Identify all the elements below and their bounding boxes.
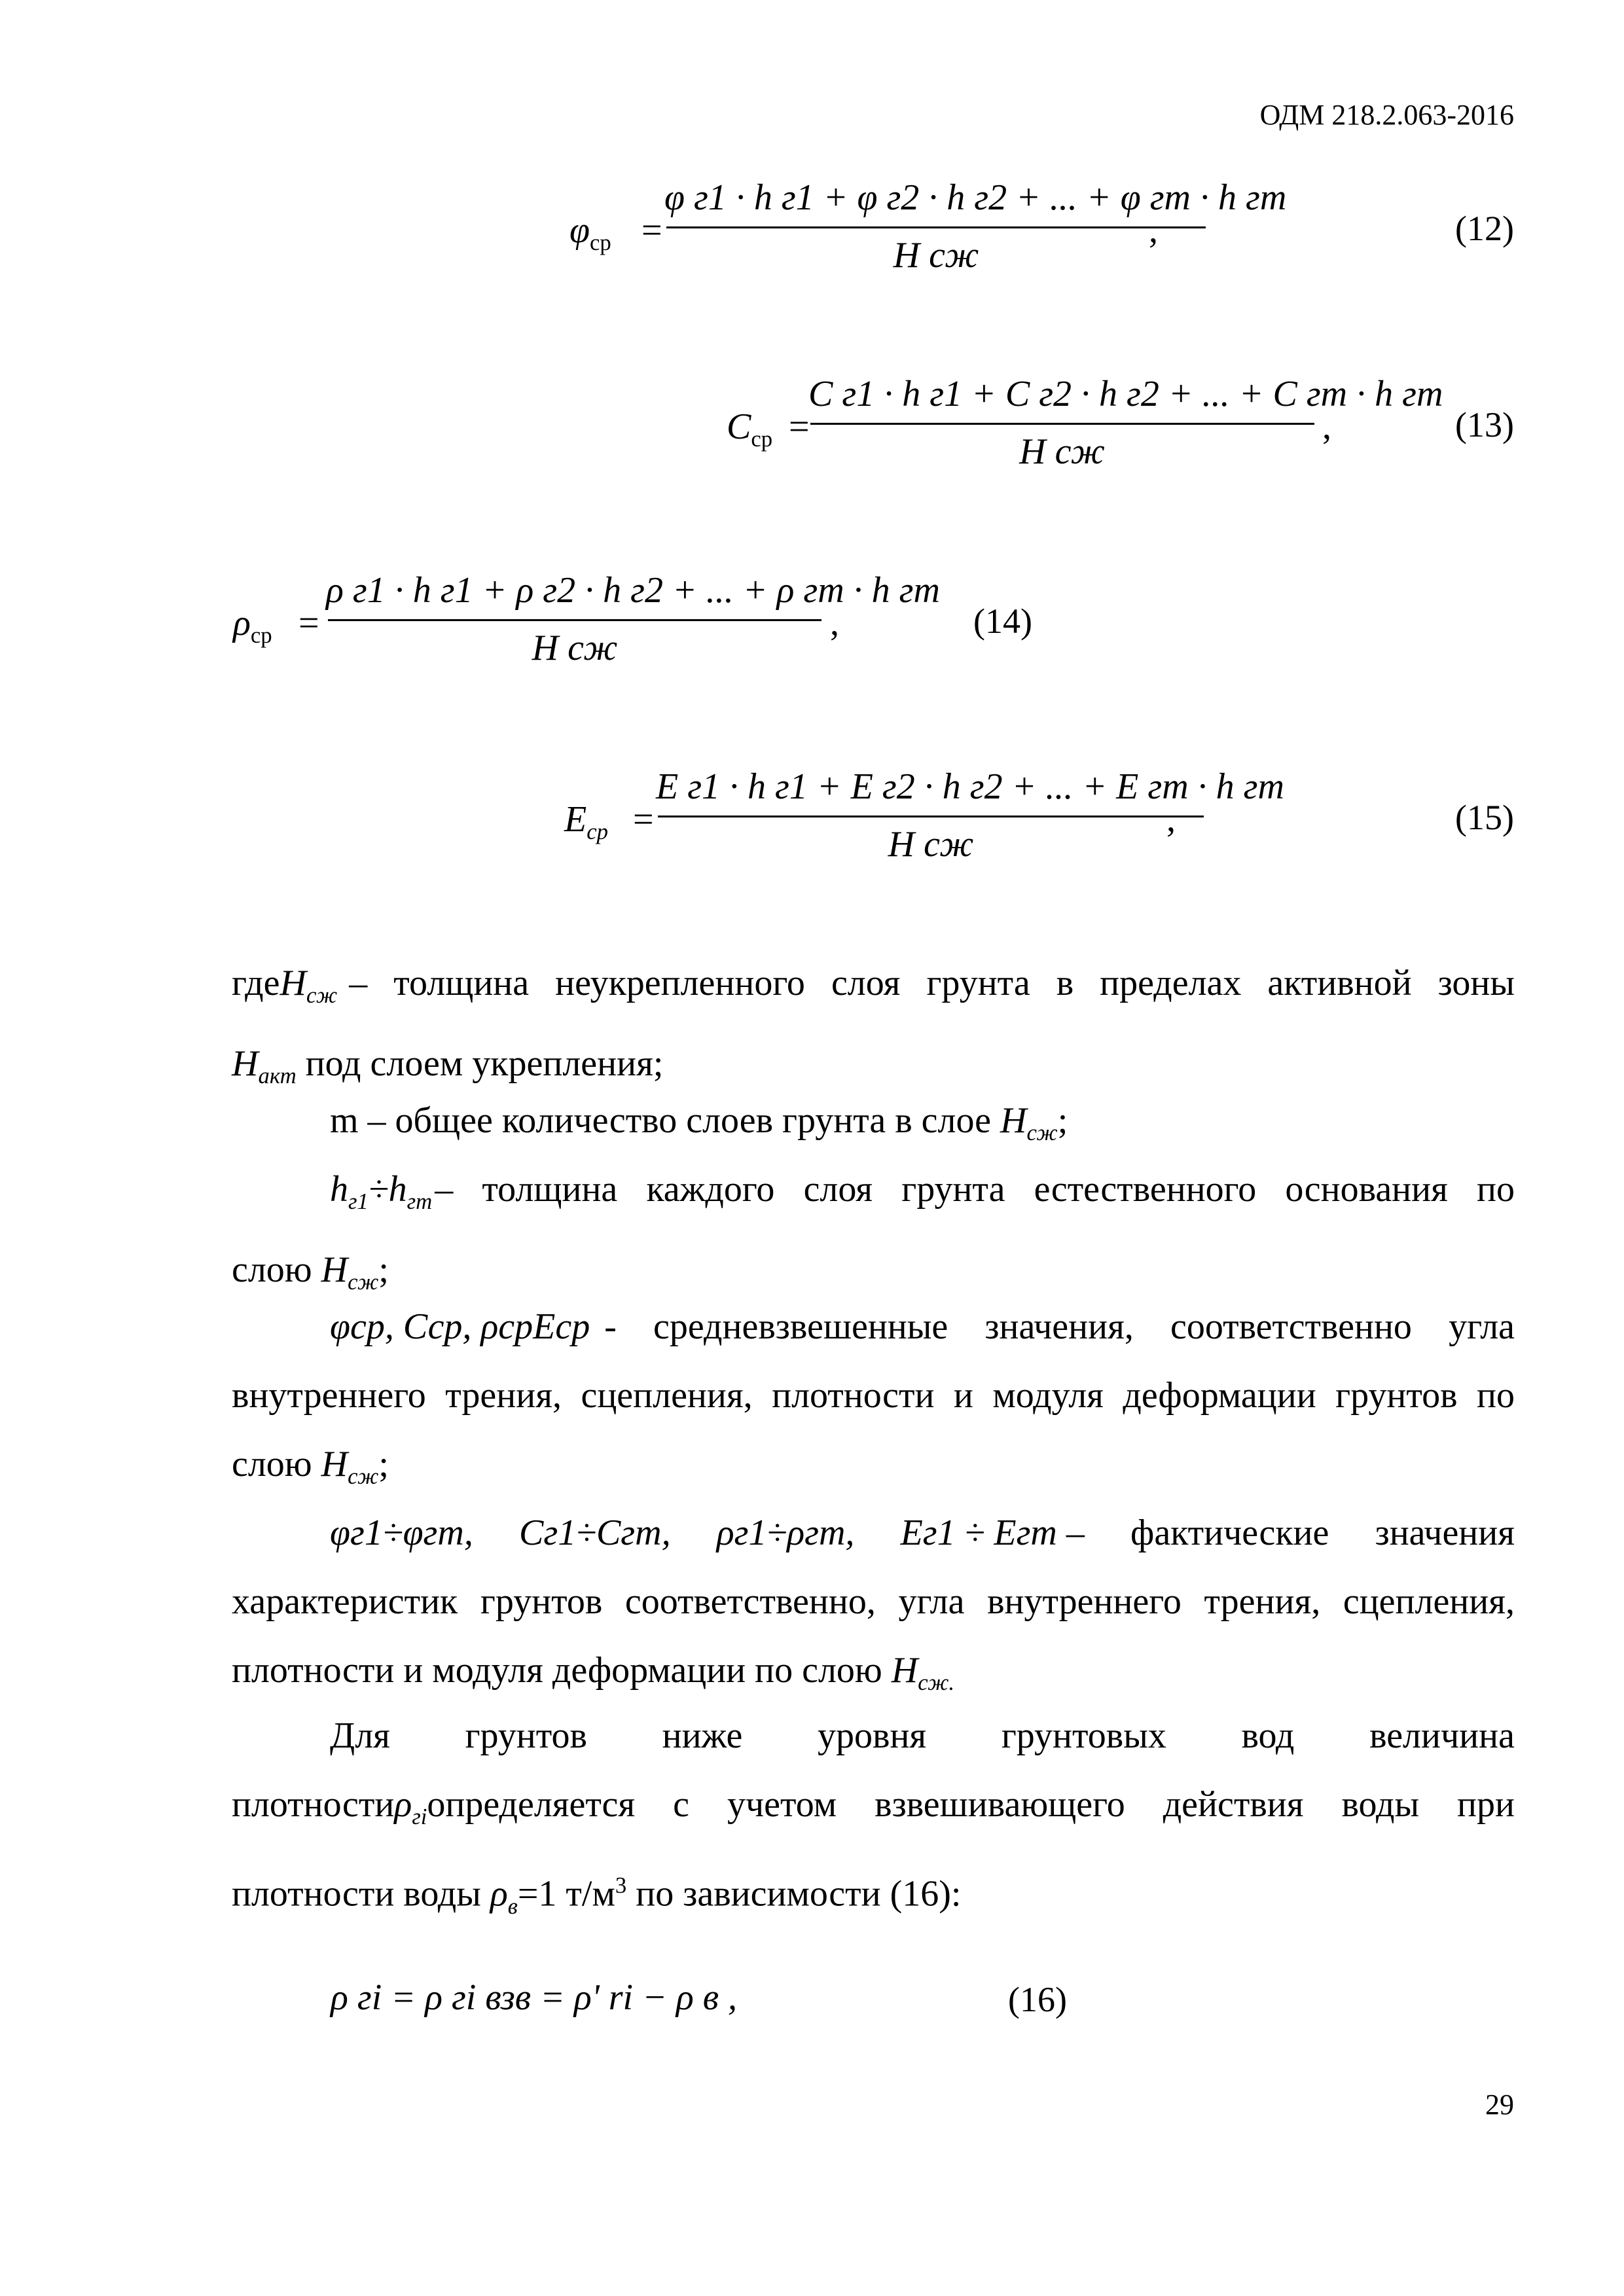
equation-13 [727, 373, 1443, 484]
p3-sub2: гm [406, 1189, 433, 1215]
eq15-fraction-line [658, 816, 1204, 817]
eq12-fraction-line [666, 226, 1206, 228]
p3-var1: h [330, 1169, 348, 1210]
eq15-denominator: H сж [888, 824, 974, 865]
eq15-comma: , [1166, 799, 1176, 840]
p3-rest: – толщина каждого слоя грунта естественного основания по [435, 1169, 1515, 1210]
p5-line3-variable: H [891, 1650, 918, 1691]
p1-rest: – толщина неукрепленного слоя грунта в пределах активной зоны [349, 963, 1515, 1003]
p6-line2-subscript: гi [412, 1804, 427, 1830]
p3-line2: слою [232, 1249, 312, 1291]
p5-line3: плотности и модуля деформации по слою [232, 1650, 882, 1691]
equation-number-16: (16) [1008, 1980, 1067, 2019]
p5-var-c: Сг1÷Сгm, [519, 1513, 671, 1553]
p6-line2-variable: ρ [394, 1784, 412, 1825]
eq13-equals: = [789, 406, 810, 447]
p5-line2: характеристик грунтов соответственно, угла внутреннего трения, сцепления, [232, 1581, 1515, 1622]
eq13-fraction-line [810, 423, 1314, 425]
eq14-lhs-symbol: ρ [233, 603, 251, 643]
eq12-lhs-subscript: ср [589, 230, 611, 256]
equation-number-13: (13) [1455, 405, 1514, 444]
p3-line2-end: ; [378, 1249, 389, 1291]
p4-line2: внутреннего трения, сцепления, плотности и модуля деформации грунтов по [232, 1375, 1515, 1416]
p1-line2-rest: под слоем укрепления; [305, 1043, 664, 1085]
p5-word-actual: фактические [1130, 1513, 1329, 1553]
document-code-header: ОДМ 218.2.063-2016 [1259, 99, 1514, 131]
eq15-equals: = [633, 799, 654, 840]
paragraph-actual-values [232, 1499, 1515, 1717]
p6-line3-superscript: 3 [615, 1873, 627, 1899]
p6-line3-variable: ρ [490, 1873, 508, 1914]
p3-sub1: г1 [348, 1189, 369, 1215]
p5-line3-subscript: сж. [918, 1670, 955, 1696]
p1-variable-subscript: сж [306, 982, 338, 1009]
p6-line2-a: плотности [232, 1784, 395, 1825]
p1-line2-variable: H [232, 1043, 259, 1085]
eq15-lhs-subscript: ср [586, 819, 608, 845]
p6-word-3: ниже [662, 1715, 743, 1756]
paragraph-groundwater [232, 1702, 1515, 1941]
p1-word: где [232, 963, 280, 1003]
eq14-comma: , [830, 603, 839, 643]
p3-line2-variable: H [321, 1249, 348, 1291]
eq14-fraction-line [328, 619, 821, 621]
p2-subscript: сж [1026, 1120, 1058, 1146]
eq12-numerator: φ г1 · h г1 + φ г2 · h г2 + ... + φ гm · h гm [664, 177, 1287, 218]
p4-line3-variable: H [321, 1444, 348, 1484]
eq12-denominator: H сж [893, 235, 979, 276]
p6-word-6: вод [1241, 1715, 1295, 1756]
eq13-lhs-symbol: C [727, 406, 751, 447]
eq13-comma: , [1322, 406, 1331, 447]
p1-variable: H [280, 963, 306, 1003]
eq14-equals: = [298, 603, 319, 643]
page-number: 29 [1485, 2089, 1514, 2121]
equation-15 [564, 766, 1284, 877]
equation-14 [233, 569, 940, 681]
paragraph-averages [232, 1293, 1515, 1511]
eq13-numerator: C г1 · h г1 + C г2 · h г2 + ... + C гm · h гm [808, 374, 1443, 414]
p4-variables: φср, Сср, ρсрЕср [330, 1306, 590, 1347]
equation-12 [569, 177, 1287, 288]
equation-16: ρ гi = ρ гi взв = ρ' ri − ρ в , [331, 1977, 738, 2018]
p4-line3-end: ; [378, 1444, 389, 1484]
p6-line3-b: =1 т/м [517, 1873, 615, 1914]
p6-word-1: Для [330, 1715, 390, 1756]
p4-rest: - средневзвешенные значения, соответственно угла [604, 1306, 1515, 1347]
eq13-denominator: H сж [1019, 431, 1105, 472]
p2-variable: H [1000, 1100, 1027, 1141]
eq14-lhs-subscript: ср [250, 622, 272, 649]
p2-start: m – общее количество слоев грунта в слое [330, 1100, 991, 1141]
eq12-comma: , [1149, 210, 1158, 251]
eq14-numerator: ρ г1 · h г1 + ρ г2 · h г2 + ... + ρ гm · h гm [326, 570, 940, 611]
eq13-lhs-subscript: ср [751, 426, 773, 452]
p6-word-5: грунтовых [1001, 1715, 1166, 1756]
p5-var-phi: φг1÷φгm, [330, 1513, 473, 1553]
p6-word-2: грунтов [465, 1715, 587, 1756]
p5-word-values: значения [1375, 1513, 1515, 1553]
eq12-equals: = [641, 210, 662, 251]
p6-line2-b: определяется с учетом взвешивающего действия воды при [427, 1784, 1515, 1825]
p6-line3-subscript: в [507, 1893, 518, 1920]
p3-divide: ÷ [368, 1169, 389, 1210]
p3-var2: h [388, 1169, 407, 1210]
p4-line3-subscript: сж [348, 1463, 379, 1490]
p3-line2-subscript: сж [348, 1269, 379, 1295]
p2-end: ; [1057, 1100, 1068, 1141]
eq14-denominator: H сж [532, 628, 618, 668]
eq15-numerator: E г1 · h г1 + E г2 · h г2 + ... + E гm · h гm [656, 766, 1284, 807]
equation-number-14: (14) [973, 601, 1032, 641]
eq15-lhs-symbol: E [564, 799, 587, 840]
equation-number-15: (15) [1455, 798, 1514, 837]
p5-var-e: Eг1 ÷ Eгm – [900, 1513, 1085, 1553]
p6-line3-a: плотности воды [232, 1873, 481, 1914]
p6-line3-c: по зависимости (16): [636, 1873, 962, 1914]
p1-line2-subscript: акт [258, 1063, 297, 1089]
equation-number-12: (12) [1455, 209, 1514, 248]
p4-line3: слою [232, 1444, 312, 1484]
p6-word-4: уровня [818, 1715, 927, 1756]
p5-var-rho: ρг1÷ρгm, [716, 1513, 855, 1553]
p6-word-7: величина [1369, 1715, 1515, 1756]
eq12-lhs-symbol: φ [569, 210, 590, 251]
